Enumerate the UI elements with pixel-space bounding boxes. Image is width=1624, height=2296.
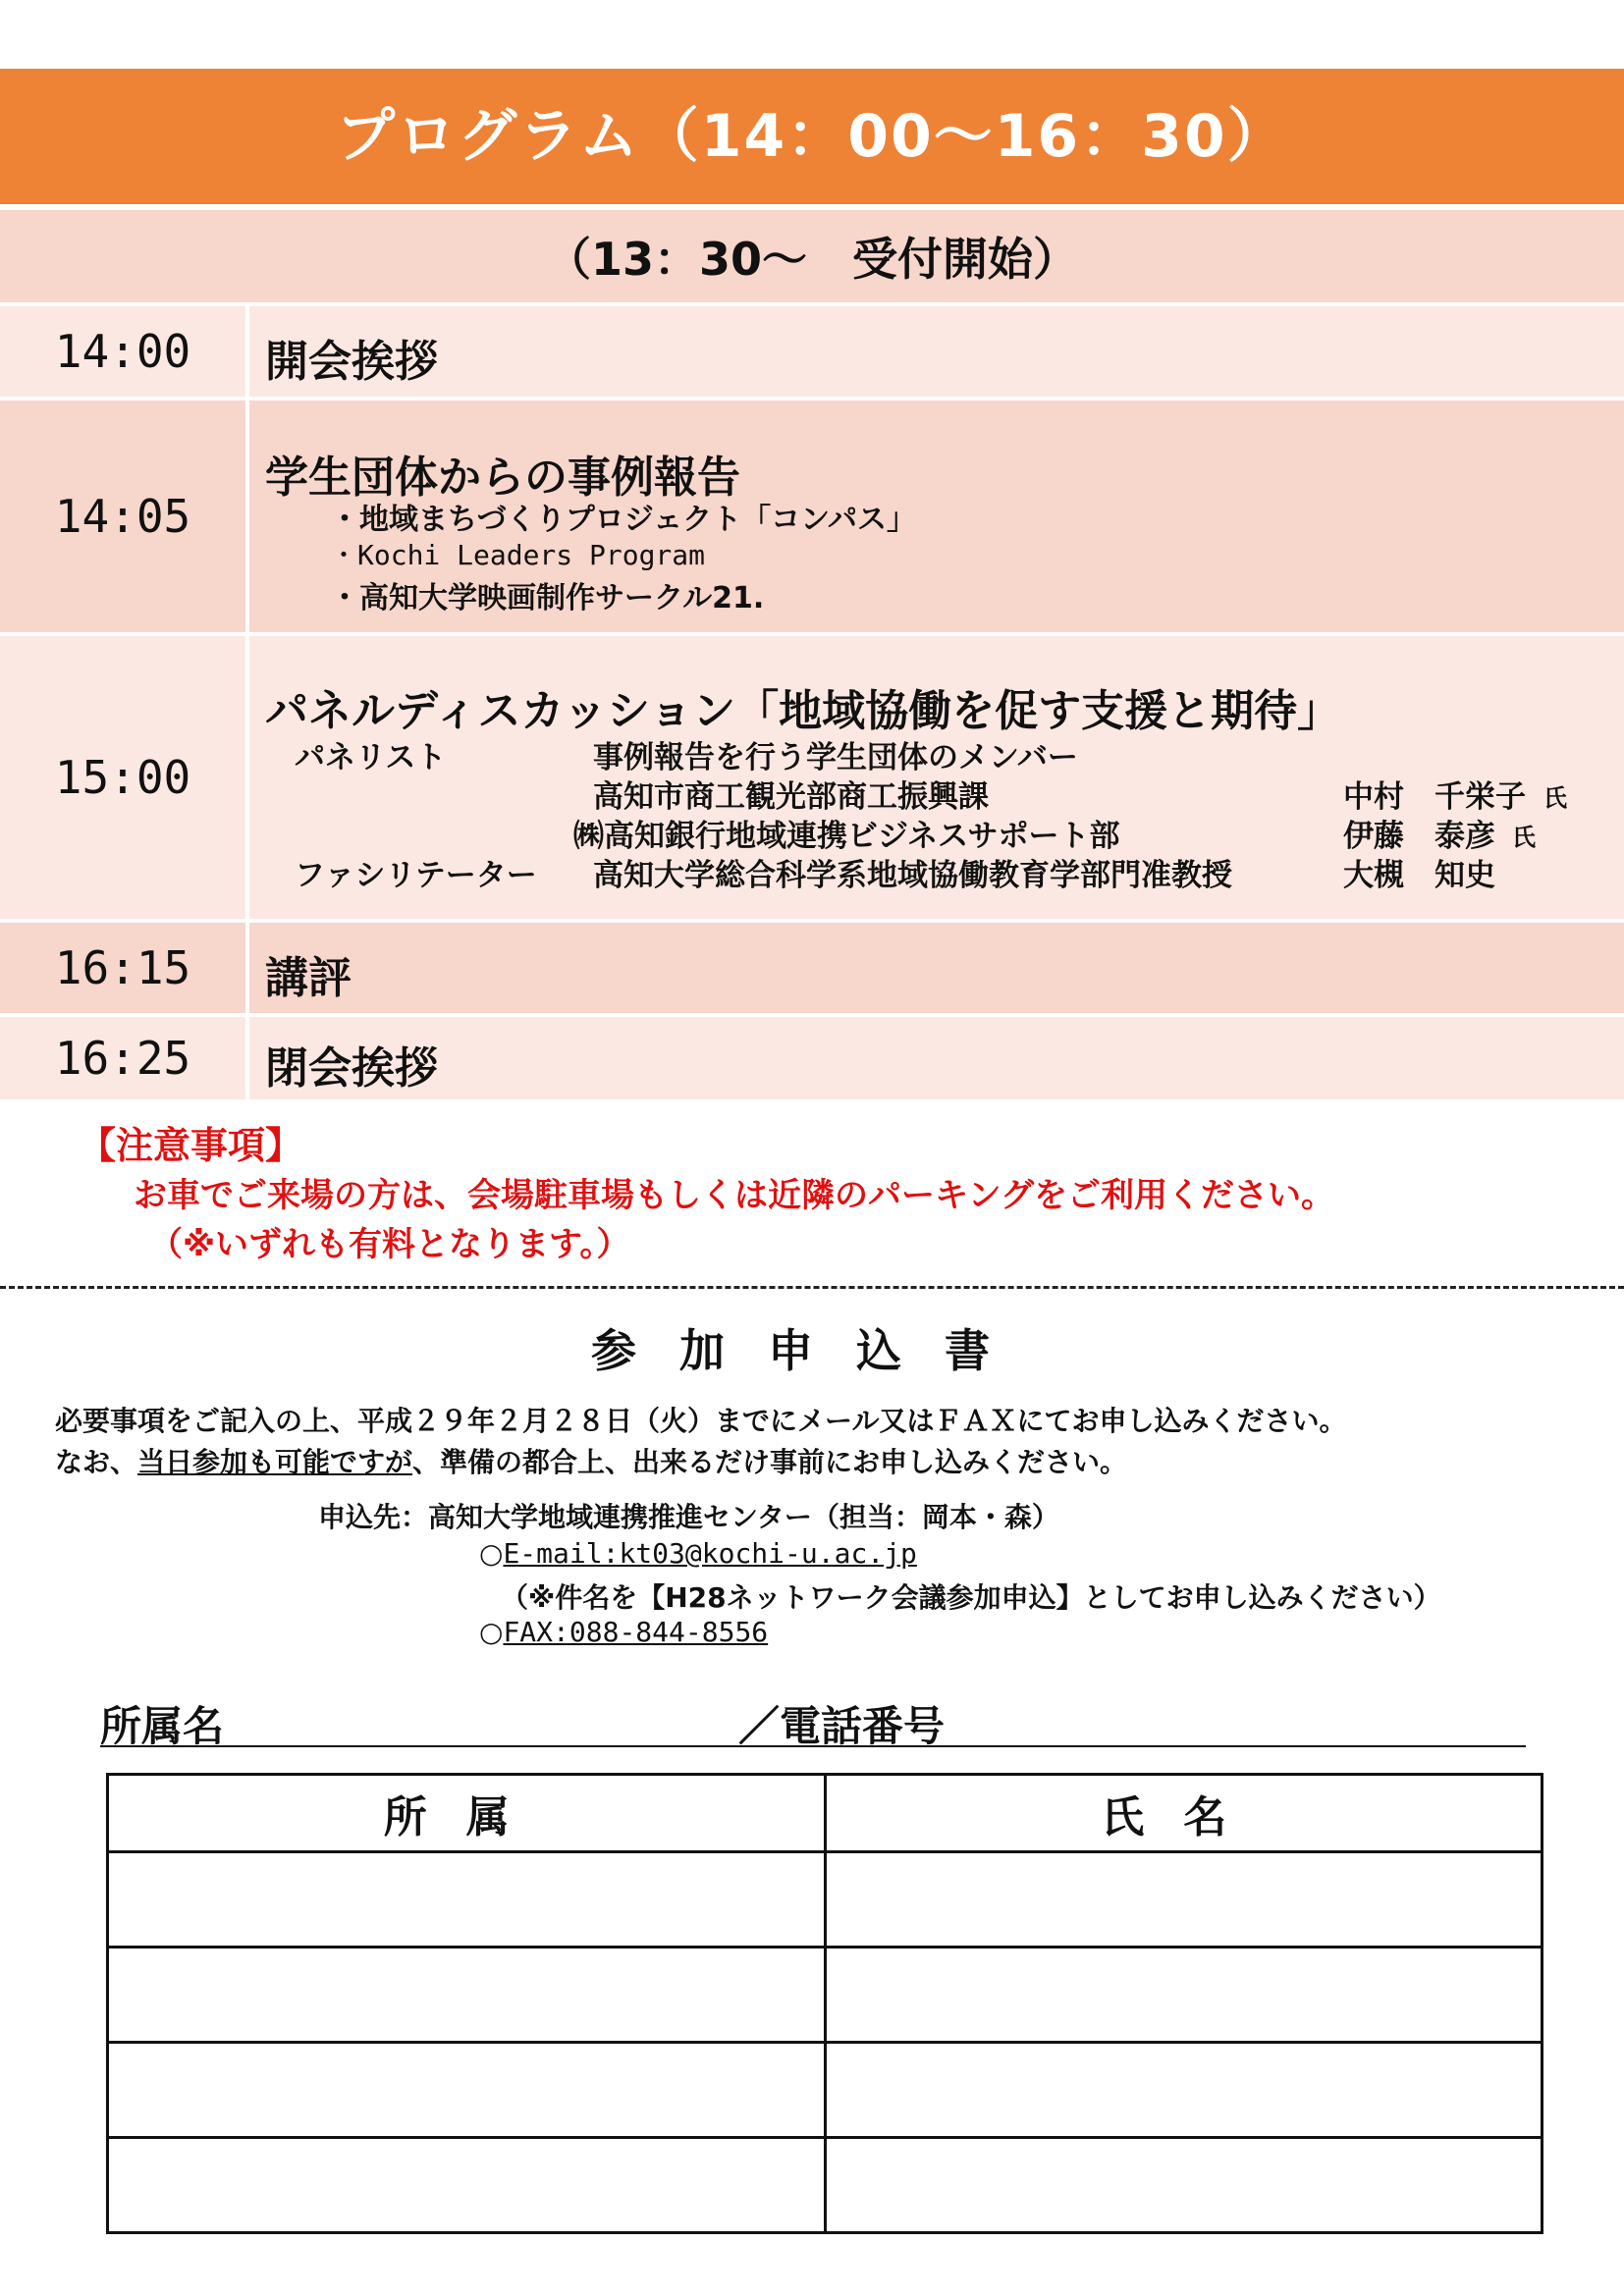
program-time: 14:05 — [0, 400, 249, 632]
fax-number: FAX:088-844-8556 — [503, 1616, 769, 1648]
affiliation-cell[interactable] — [108, 1852, 826, 1948]
program-item-title: パネルディスカッション「地域協働を促す支援と期待」 — [265, 686, 1341, 736]
participant-org: 高知大学総合科学系地域協働教育学部門准教授 — [593, 858, 1232, 893]
table-header-affiliation: 所属 — [108, 1775, 826, 1852]
table-header-name: 氏名 — [825, 1775, 1543, 1852]
participant-name: 伊藤 泰彦 — [1343, 819, 1495, 854]
program-row — [0, 1017, 1624, 1099]
name-cell[interactable] — [825, 2138, 1543, 2233]
program-item-title: 開会挨拶 — [265, 337, 438, 387]
report-bullet: ・高知大学映画制作サークル21. — [330, 581, 765, 615]
program-row — [0, 636, 1624, 919]
notice-text: （※いずれも有料となります。） — [149, 1225, 630, 1264]
affiliation-field-label: 所属名 — [100, 1702, 225, 1750]
fill-in-line[interactable] — [100, 1745, 1526, 1747]
program-row — [0, 923, 1624, 1013]
form-intro: なお、当日参加も可能ですが、準備の都合上、出来るだけ事前にお申し込みください。 — [55, 1446, 1128, 1478]
participant-org: 事例報告を行う学生団体のメンバー — [593, 740, 1078, 775]
participant-suffix: 氏 — [1512, 824, 1536, 851]
reception-time: （13：30～ 受付開始） — [545, 233, 1079, 286]
table-row — [108, 1852, 1543, 1948]
same-day-note: 当日参加も可能ですが — [137, 1446, 413, 1478]
participant-org: ㈱高知銀行地域連携ビジネスサポート部 — [573, 819, 1120, 854]
program-time: 16:15 — [0, 923, 249, 1013]
program-item-title: 講評 — [265, 953, 352, 1003]
form-intro: 必要事項をご記入の上、平成２９年２月２８日（火）までにメール又はＦＡＸにてお申し込みください。 — [55, 1405, 1347, 1437]
email-line: ○E-mail:kt03@kochi-u.ac.jp — [479, 1537, 917, 1570]
report-bullet: ・地域まちづくりプロジェクト「コンパス」 — [330, 503, 916, 537]
contact-label: 申込先：高知大学地域連携推進センター（担当：岡本・森） — [318, 1501, 1059, 1533]
email-link[interactable]: E-mail:kt03@kochi-u.ac.jp — [503, 1537, 917, 1570]
program-time: 15:00 — [0, 636, 249, 919]
cut-line — [0, 1286, 1624, 1289]
participant-name: 中村 千栄子 — [1343, 779, 1526, 815]
affiliation-cell[interactable] — [108, 2043, 826, 2138]
affiliation-cell[interactable] — [108, 1948, 826, 2043]
program-item-title: 閉会挨拶 — [265, 1043, 438, 1094]
name-cell[interactable] — [825, 2043, 1543, 2138]
name-cell[interactable] — [825, 1852, 1543, 1948]
phone-field-label: ／電話番号 — [738, 1702, 946, 1750]
program-title: プログラム（14：00～16：30） — [0, 69, 1624, 204]
participant-name: 大槻 知史 — [1343, 858, 1495, 893]
affiliation-cell[interactable] — [108, 2138, 826, 2233]
subject-note: （※件名を【H28ネットワーク会議参加申込】としてお申し込みください） — [501, 1581, 1441, 1614]
table-row — [108, 1948, 1543, 2043]
program-row — [0, 400, 1624, 632]
table-row — [108, 2043, 1543, 2138]
notice-heading: 【注意事項】 — [79, 1124, 303, 1167]
form-title: 参加申込書 — [591, 1324, 1033, 1377]
notice-text: お車でご来場の方は、会場駐車場もしくは近隣のパーキングをご利用ください。 — [134, 1176, 1334, 1215]
facilitator-label: ファシリテーター — [295, 858, 537, 893]
participant-suffix: 氏 — [1543, 784, 1567, 812]
name-cell[interactable] — [825, 1948, 1543, 2043]
panelist-label: パネリスト — [295, 740, 447, 775]
program-row — [0, 306, 1624, 397]
reception-row — [0, 210, 1624, 302]
participant-org: 高知市商工観光部商工振興課 — [593, 779, 989, 815]
program-item-title: 学生団体からの事例報告 — [265, 453, 740, 503]
program-time: 16:25 — [0, 1017, 249, 1099]
table-row — [108, 2138, 1543, 2233]
report-bullet: ・Kochi Leaders Program — [330, 539, 706, 571]
program-time: 14:00 — [0, 306, 249, 397]
fax-line: ○FAX:088-844-8556 — [479, 1616, 769, 1648]
registration-table — [106, 1773, 1543, 2234]
